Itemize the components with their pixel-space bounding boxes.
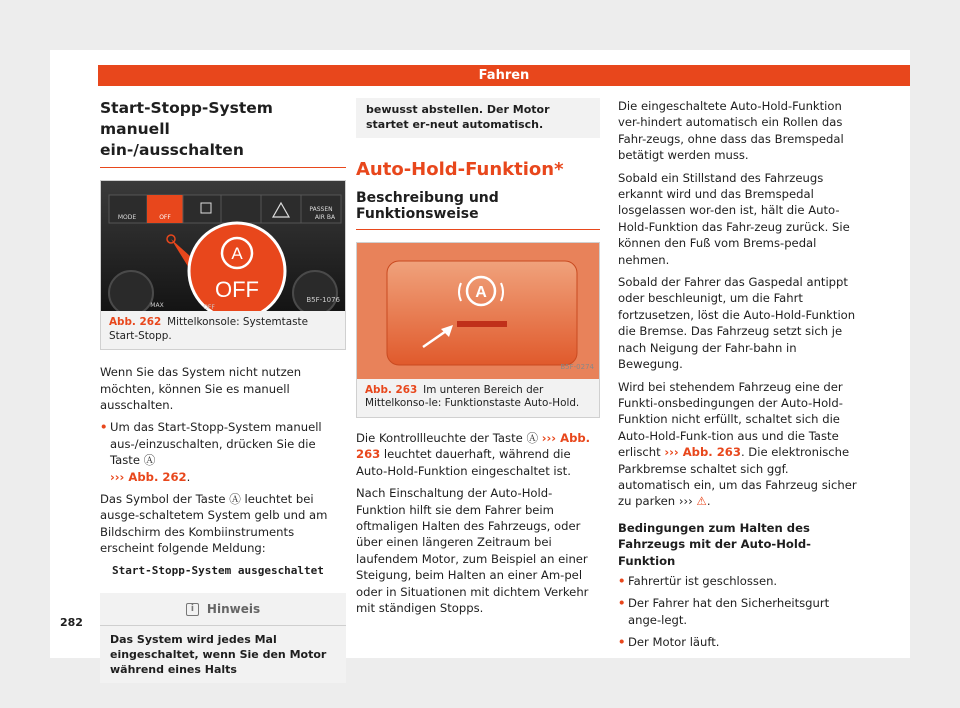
column-left <box>100 98 346 683</box>
figure-number: Abb. 262 <box>109 316 162 328</box>
image-code: B5F-0274 <box>560 363 594 372</box>
auto-hold-icon: Ⓐ <box>526 431 539 445</box>
auto-hold-photo <box>357 243 599 379</box>
column-right <box>618 98 862 657</box>
list-item: • Der Fahrer hat den Sicherheitsgurt ange-legt. <box>618 596 830 627</box>
figure-number: Abb. 263 <box>365 383 418 396</box>
bullet-icon: • <box>618 635 626 650</box>
paragraph: Sobald ein Stillstand des Fahrzeugs erkannt wird und das Bremspedal losgelassen wor-den ist, hält die Auto-Hold-Funktion das Fahr-zeug zurück. Sie können den Fuß vom Brems-pedal nehmen. <box>618 170 850 267</box>
off-bottom-label: OFF <box>203 304 215 311</box>
mode-label: MODE <box>117 214 137 221</box>
subheading: Beschreibung und Funktionsweise <box>356 190 600 230</box>
off-big-label: OFF <box>215 277 259 302</box>
bullet-icon: • <box>618 596 626 611</box>
image-code: B5F-1076 <box>306 295 340 304</box>
section-title: Start-Stopp-System manuell ein-/ausschalten <box>100 98 346 168</box>
bullet-icon: • <box>618 573 626 588</box>
console-photo <box>101 181 345 311</box>
chapter-banner: Fahren <box>98 65 910 86</box>
start-stop-icon: Ⓐ <box>229 492 241 507</box>
svg-text:A: A <box>475 283 487 301</box>
passenger-label: PASSEN <box>309 206 333 213</box>
manual-page <box>50 50 910 677</box>
max-label: MAX <box>150 302 164 309</box>
paragraph: Sobald der Fahrer das Gaspedal antippt oder beschleunigt, um die Fahrt fortzusetzen, löst die Auto-Hold-Funktion die Bremse. Das Fahrzeug setzt sich je nach Neigung der Fahr-bahn in Bewegung. <box>618 275 856 372</box>
conditions-heading: Bedingungen zum Halten des Fahrzeugs mit der Auto-Hold-Funktion <box>618 520 811 568</box>
figure-263 <box>356 242 600 418</box>
off-small-label: OFF <box>159 214 171 221</box>
airbag-label: AIR BA <box>314 214 336 221</box>
info-icon: i <box>186 603 199 616</box>
paragraph: Das Symbol der Taste Ⓐ leuchtet bei ausge-schaltetem System gelb und am Bildschirm des Kombiinstruments erscheint folgende Meldung: <box>100 492 328 556</box>
paragraph: Die eingeschaltete Auto-Hold-Funktion ver-hindert automatisch ein Rollen das Fahr-zeugs, ohne dass das Bremspedal betätigt werden muss. <box>618 99 844 163</box>
column-middle <box>356 98 600 622</box>
figure-reference-link[interactable]: ››› Abb. 263 <box>664 445 741 460</box>
start-stop-icon: Ⓐ <box>143 453 156 468</box>
paragraph: Die Kontrollleuchte der Taste Ⓐ ››› Abb. 263 leuchtet dauerhaft, während die Auto-Hold-Funktion eingeschaltet ist. <box>356 431 591 478</box>
figure-reference-link[interactable]: ››› Abb. 263 <box>356 431 591 462</box>
list-item: • Um das Start-Stopp-System manuell aus-/einzuschalten, drücken Sie die Taste Ⓐ ››› Abb. 262. <box>100 420 322 484</box>
warning-icon[interactable]: ⚠ <box>696 494 707 509</box>
heading-auto-hold: Auto-Hold-Funktion* <box>356 159 564 180</box>
auto-hold-illustration <box>357 243 599 379</box>
intro-paragraph: Wenn Sie das System nicht nutzen möchten, können Sie es manuell ausschalten. <box>100 365 302 412</box>
note-text: Das System wird jedes Mal eingeschaltet, wenn Sie den Motor während eines Halts <box>110 633 327 677</box>
display-message: Start-Stopp-System ausgeschaltet <box>112 563 324 577</box>
figure-caption: Abb. 263 Im unteren Bereich der Mittelkonso-le: Funktionstaste Auto-Hold. <box>357 379 599 417</box>
list-item: • Fahrertür ist geschlossen. <box>618 573 778 588</box>
svg-text:A: A <box>231 244 243 263</box>
figure-reference-link[interactable]: ››› Abb. 262 <box>110 469 187 484</box>
bullet-icon: • <box>100 420 108 435</box>
paragraph: Wird bei stehendem Fahrzeug eine der Funkti-onsbedingungen der Auto-Hold-Funktion nicht erfüllt, schaltet sich die Auto-Hold-Funk-tion aus und die Taste erlischt ››› Abb. 263. Die elektronische Parkbremse schaltet sich ggf. automatisch ein, um das Fahrzeug sicher zu parken ››› ⚠. <box>618 379 857 509</box>
note-header: i Hinweis <box>100 593 346 626</box>
note-box-continued: bewusst abstellen. Der Motor startet er-neut automatisch. <box>356 98 600 138</box>
figure-262 <box>100 180 346 350</box>
list-item: • Der Motor läuft. <box>618 635 720 650</box>
paragraph: Nach Einschaltung der Auto-Hold-Funktion hilft sie dem Fahrer beim oftmaligen Halten des Fahrzeugs, oder über einen längeren Zeitraum bei laufendem Motor, zum Beispiel an einer Steigung, beim Halten an einer Am-pel oder in Situationen mit dichtem Verkehr mit ständigen Stopps. <box>356 486 589 616</box>
figure-caption: Abb. 262 Mittelkonsole: Systemtaste Start-Stopp. <box>101 311 345 349</box>
note-box <box>100 593 346 683</box>
page-number: 282 <box>60 616 83 629</box>
